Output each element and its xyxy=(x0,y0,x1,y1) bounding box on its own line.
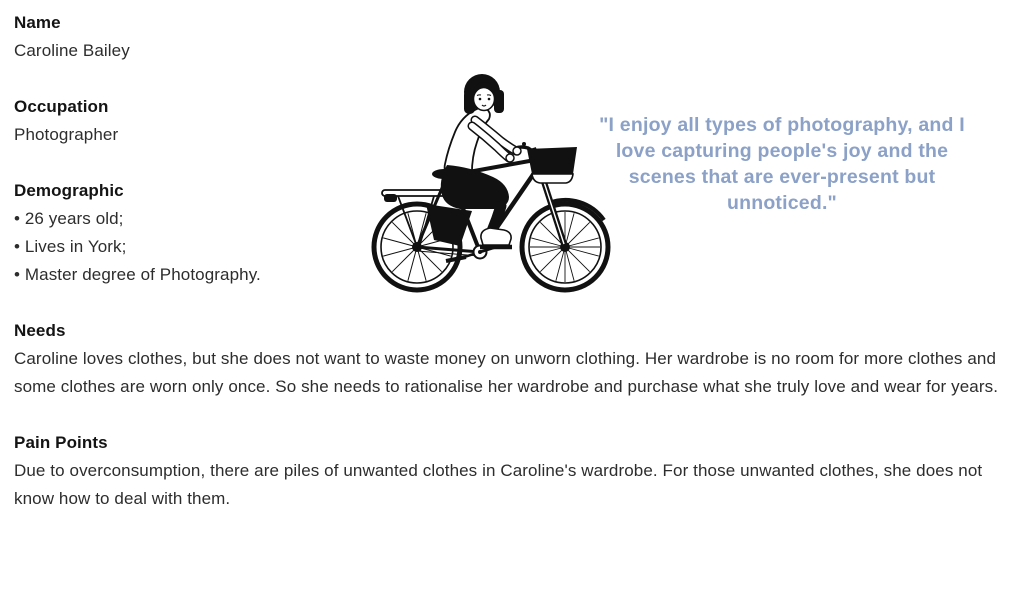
woman-riding-bicycle-illustration xyxy=(368,70,612,298)
pain-points-paragraph: Due to overconsumption, there are piles of unwanted clothes in Caroline's wardrobe. For those unwanted clothes, she does not know how to deal with them. xyxy=(14,461,983,508)
persona-quote xyxy=(582,112,982,216)
demographic-item-education: • Master degree of Photography. xyxy=(14,265,261,284)
pain-points-heading: Pain Points xyxy=(14,433,108,452)
name-heading: Name xyxy=(14,13,61,32)
front-basket xyxy=(527,147,577,183)
bicycle-svg xyxy=(368,70,612,298)
occupation-value: Photographer xyxy=(14,125,119,144)
quote-line-1: "I enjoy all types of photography, and I xyxy=(599,114,965,136)
bell-icon xyxy=(522,142,526,146)
quote-line-3: scenes that are ever-present but xyxy=(628,166,936,188)
demographic-item-location: • Lives in York; xyxy=(14,237,127,256)
rider-far-hand xyxy=(513,147,521,155)
section-name xyxy=(14,9,1014,65)
quote-line-2: love capturing people's joy and the xyxy=(615,140,949,162)
demographic-item-age: • 26 years old; xyxy=(14,209,124,228)
occupation-heading: Occupation xyxy=(14,97,109,116)
needs-paragraph: Caroline loves clothes, but she does not want to waste money on unworn clothing. Her wardrobe is no room for more clothes and some clothes are worn only once. So she needs to rationalise her wardrobe and purchase what she truly love and wear for years. xyxy=(14,349,999,396)
rider-shoe xyxy=(481,228,511,245)
needs-heading: Needs xyxy=(14,321,66,340)
name-value: Caroline Bailey xyxy=(14,41,130,60)
rider-head xyxy=(464,74,504,114)
quote-line-4: unnoticed." xyxy=(726,192,838,214)
rider-near-hand xyxy=(506,154,514,162)
demographic-heading: Demographic xyxy=(14,181,124,200)
section-needs xyxy=(14,317,1014,401)
section-pain-points xyxy=(14,429,1014,513)
